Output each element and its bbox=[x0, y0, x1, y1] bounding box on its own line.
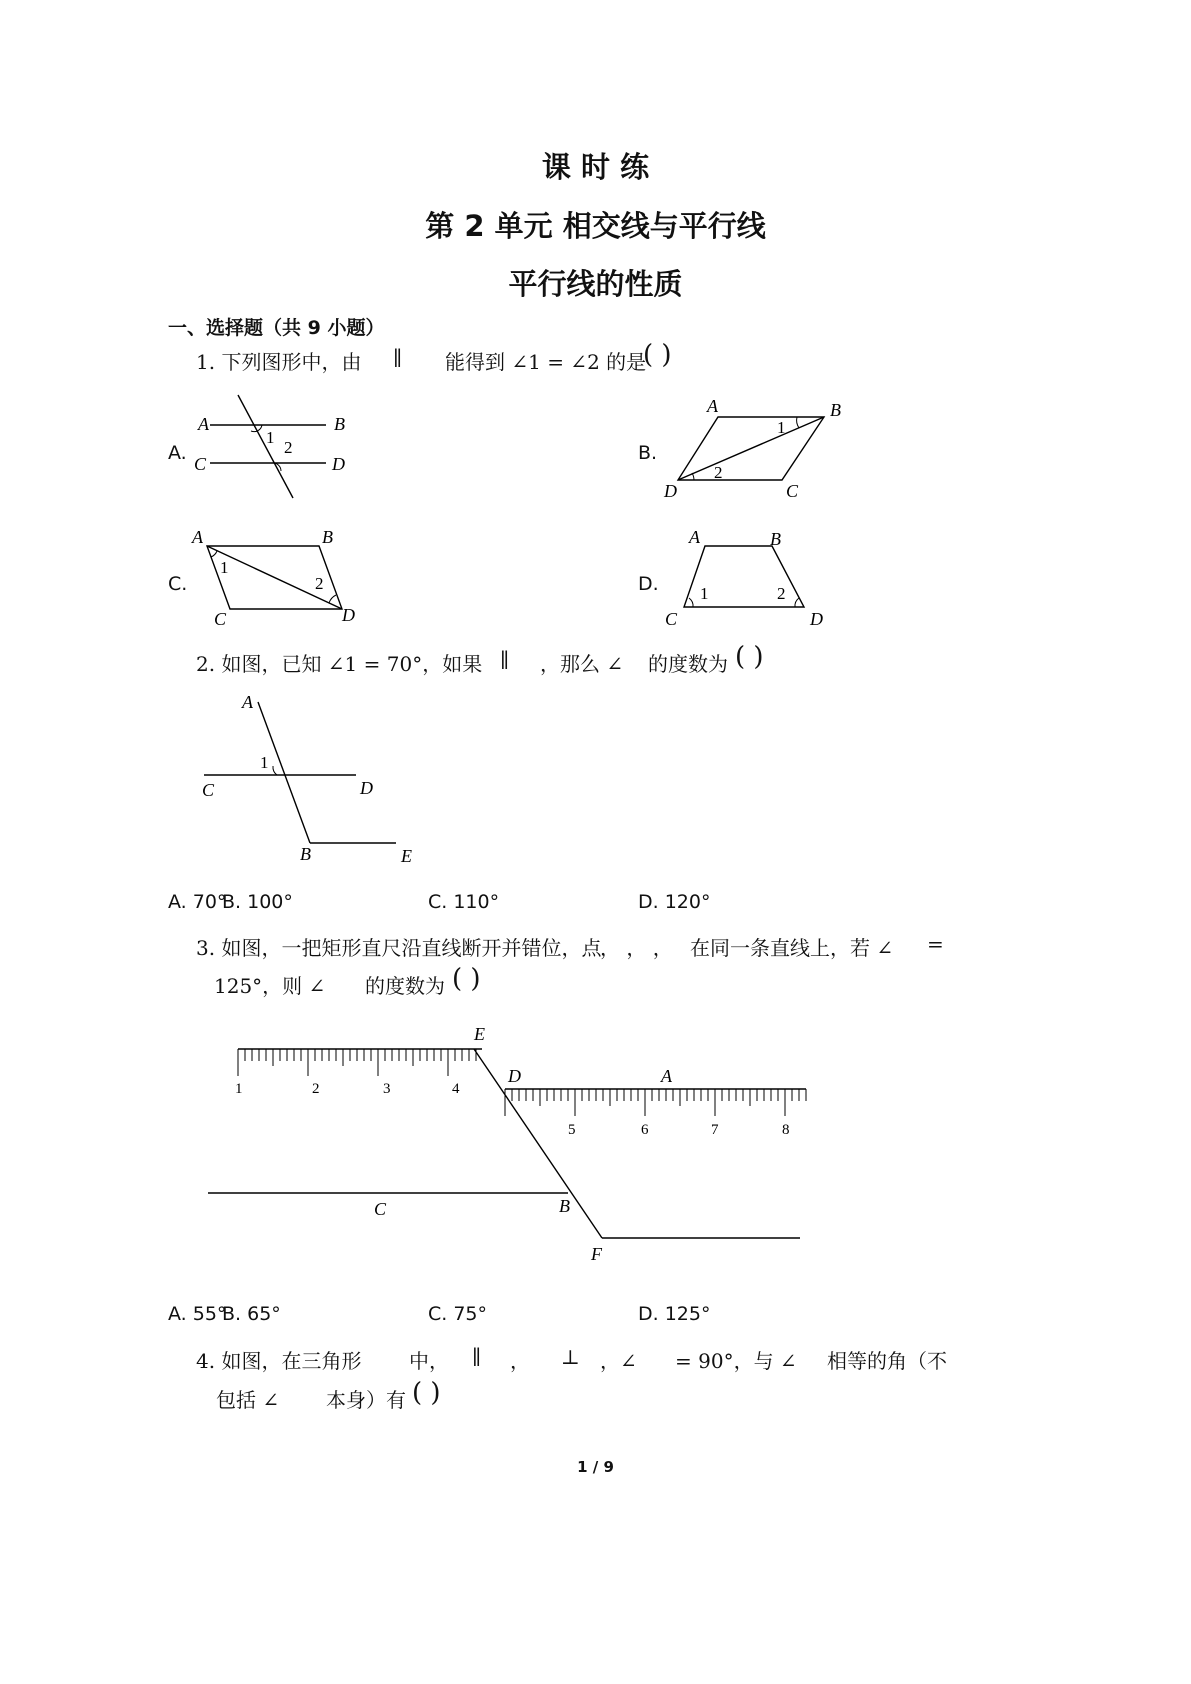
fig-a-label-a: A bbox=[198, 414, 209, 434]
q1-answer-paren: ( ) bbox=[643, 340, 672, 370]
q3-line2-suffix: 的度数为 bbox=[365, 974, 445, 998]
q4-comma-1: ， bbox=[510, 1349, 530, 1373]
q1-option-d[interactable]: D. bbox=[638, 573, 659, 595]
q3-option-b[interactable]: B. 65° bbox=[222, 1303, 281, 1325]
top-tick-1: 1 bbox=[235, 1081, 243, 1097]
q1-text-middle: 能得到 ∠1 = ∠2 的是 bbox=[445, 350, 647, 374]
q2-parallel-symbol: ∥ bbox=[500, 648, 510, 672]
bottom-tick-5: 5 bbox=[568, 1122, 576, 1138]
transversal-line bbox=[474, 1049, 602, 1238]
q1-text-prefix: 1. 下列图形中，由 bbox=[196, 350, 362, 374]
fig-b-angle-1: 1 bbox=[777, 418, 786, 437]
fig-d-angle-1: 1 bbox=[700, 584, 709, 603]
ruler-bottom bbox=[505, 1089, 806, 1116]
q4-parallel-symbol: ∥ bbox=[472, 1345, 482, 1369]
q2-option-d[interactable]: D. 120° bbox=[638, 891, 711, 913]
q1-figure-d bbox=[660, 527, 845, 632]
page-title: 课 时 练 bbox=[541, 150, 650, 184]
fig-c-angle-1: 1 bbox=[220, 558, 229, 577]
q2-text-middle: ，那么 ∠ bbox=[540, 652, 624, 676]
fig-a-label-c: C bbox=[194, 454, 207, 474]
q2-fig-angle-1: 1 bbox=[260, 753, 269, 772]
q2-text-prefix: 2. 如图，已知 ∠1 = 70°，如果 bbox=[196, 652, 483, 676]
q4-line1-eq: = 90°，与 ∠ bbox=[675, 1349, 797, 1373]
fig-b-angle-2: 2 bbox=[714, 463, 723, 482]
q4-comma-2: ，∠ bbox=[600, 1349, 637, 1373]
section-heading: 一、选择题（共 9 小题） bbox=[168, 317, 385, 339]
q3-answer-paren: ( ) bbox=[452, 964, 481, 994]
fig-a-angle-2: 2 bbox=[284, 438, 293, 457]
q3-option-a[interactable]: A. 55° bbox=[168, 1303, 227, 1325]
fig-b-label-c: C bbox=[786, 481, 799, 501]
fig-a-angle-1: 1 bbox=[266, 428, 275, 447]
q2-option-b[interactable]: B. 100° bbox=[222, 891, 293, 913]
q3-line1-commas: ， ， ， bbox=[600, 936, 673, 960]
q1-figure-a bbox=[188, 390, 358, 505]
q1-option-c[interactable]: C. bbox=[168, 573, 188, 595]
q2-option-a[interactable]: A. 70° bbox=[168, 891, 227, 913]
top-tick-3: 3 bbox=[383, 1081, 391, 1097]
q1-figure-c bbox=[186, 525, 366, 630]
fig-d-label-c: C bbox=[665, 609, 678, 629]
q1-option-b[interactable]: B. bbox=[638, 442, 658, 464]
q3-figure bbox=[196, 1020, 816, 1270]
q2-fig-label-b: B bbox=[300, 844, 311, 864]
q3-fig-label-d: D bbox=[508, 1066, 521, 1086]
fig-c-label-d: D bbox=[342, 605, 355, 625]
fig-c-label-b: B bbox=[322, 527, 333, 547]
ruler-top bbox=[238, 1049, 482, 1076]
q3-option-c[interactable]: C. 75° bbox=[428, 1303, 488, 1325]
q2-option-c[interactable]: C. 110° bbox=[428, 891, 500, 913]
q2-fig-label-a: A bbox=[242, 692, 253, 712]
fig-c-label-c: C bbox=[214, 609, 227, 629]
q1-option-a[interactable]: A. bbox=[168, 442, 187, 464]
fig-b-label-b: B bbox=[830, 400, 841, 420]
fig-d-label-b: B bbox=[770, 529, 781, 549]
q3-fig-label-e: E bbox=[474, 1024, 485, 1044]
q3-option-d[interactable]: D. 125° bbox=[638, 1303, 711, 1325]
q2-fig-label-d: D bbox=[360, 778, 373, 798]
q3-line1-eq: = bbox=[927, 932, 944, 956]
fig-a-label-d: D bbox=[332, 454, 345, 474]
fig-c-label-a: A bbox=[192, 527, 203, 547]
q3-line1-mid: 在同一条直线上，若 ∠ bbox=[690, 936, 894, 960]
q4-line2-prefix: 包括 ∠ bbox=[216, 1388, 280, 1412]
topic-title: 平行线的性质 bbox=[508, 267, 683, 301]
q4-answer-paren: ( ) bbox=[412, 1378, 441, 1408]
q3-fig-label-a: A bbox=[661, 1066, 672, 1086]
q4-line1-prefix: 4. 如图，在三角形 bbox=[196, 1349, 362, 1373]
q4-line2-suffix: 本身）有 bbox=[326, 1388, 406, 1412]
top-tick-2: 2 bbox=[312, 1081, 320, 1097]
q3-fig-label-f: F bbox=[591, 1244, 602, 1264]
fig-c-angle-2: 2 bbox=[315, 574, 324, 593]
bottom-tick-6: 6 bbox=[641, 1122, 649, 1138]
fig-b-label-d: D bbox=[664, 481, 677, 501]
q4-perp-symbol: ⊥ bbox=[561, 1345, 580, 1369]
q1-figure-b bbox=[660, 396, 850, 501]
q4-line1-mid1: 中， bbox=[409, 1349, 449, 1373]
bottom-tick-7: 7 bbox=[711, 1122, 719, 1138]
unit-title: 第 2 单元 相交线与平行线 bbox=[425, 209, 766, 243]
fig-b-label-a: A bbox=[707, 396, 718, 416]
fig-d-label-d: D bbox=[810, 609, 823, 629]
q4-line1-suffix: 相等的角（不 bbox=[827, 1349, 947, 1373]
q2-figure bbox=[196, 688, 426, 868]
fig-d-label-a: A bbox=[689, 527, 700, 547]
bottom-tick-8: 8 bbox=[782, 1122, 790, 1138]
page-number: 1 / 9 bbox=[577, 1458, 614, 1476]
fig-a-label-b: B bbox=[334, 414, 345, 434]
q1-parallel-symbol: ∥ bbox=[393, 346, 403, 370]
q2-answer-paren: ( ) bbox=[735, 642, 764, 672]
q2-fig-label-c: C bbox=[202, 780, 215, 800]
top-tick-4: 4 bbox=[452, 1081, 460, 1097]
q3-fig-label-b: B bbox=[559, 1196, 570, 1216]
q2-fig-label-e: E bbox=[401, 846, 412, 866]
q3-line2-prefix: 125°，则 ∠ bbox=[214, 974, 326, 998]
q3-line1-prefix: 3. 如图，一把矩形直尺沿直线断开并错位，点 bbox=[196, 936, 602, 960]
fig-d-angle-2: 2 bbox=[777, 584, 786, 603]
q2-text-suffix: 的度数为 bbox=[648, 652, 728, 676]
q3-fig-label-c: C bbox=[374, 1199, 387, 1219]
